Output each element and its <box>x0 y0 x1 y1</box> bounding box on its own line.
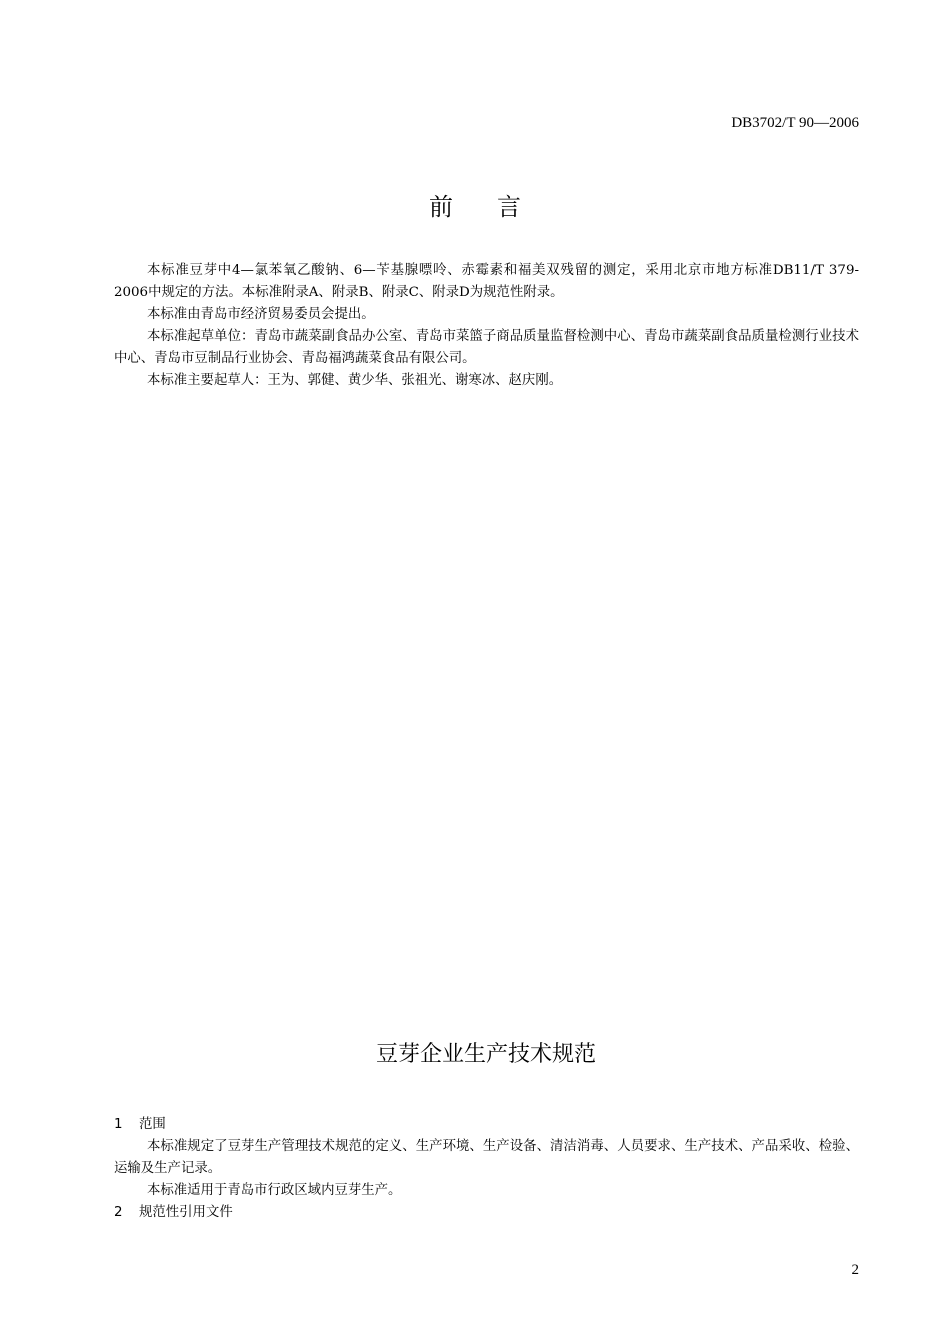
section-number: 2 <box>114 1205 123 1220</box>
foreword-title: 前言 <box>429 193 565 221</box>
foreword-paragraph: 本标准豆芽中4—氯苯氧乙酸钠、6—苄基腺嘌呤、赤霉素和福美双残留的测定，采用北京市地方标准DB11/T 379-2006中规定的方法。本标准附录A、附录B、附录C、附录D为规范性附录。 <box>114 263 859 300</box>
section-number: 1 <box>114 1117 123 1132</box>
section-title: 范围 <box>139 1117 166 1132</box>
section-heading-normative-references <box>114 1202 859 1224</box>
standard-title: 豆芽企业生产技术规范 <box>375 1042 596 1067</box>
page-number: 2 <box>851 1262 859 1278</box>
section-title: 规范性引用文件 <box>139 1205 233 1220</box>
section-heading-scope <box>114 1114 859 1136</box>
document-code: DB3702/T 90—2006 <box>731 115 859 131</box>
standard-body <box>114 1114 859 1224</box>
foreword-paragraph: 本标准起草单位：青岛市蔬菜副食品办公室、青岛市菜篮子商品质量监督检测中心、青岛市蔬菜副食品质量检测行业技术中心、青岛市豆制品行业协会、青岛福鸿蔬菜食品有限公司。 <box>114 329 859 366</box>
foreword-paragraph: 本标准由青岛市经济贸易委员会提出。 <box>147 307 375 322</box>
scope-paragraph: 本标准适用于青岛市行政区域内豆芽生产。 <box>147 1183 402 1198</box>
foreword-body <box>114 260 859 392</box>
scope-paragraph: 本标准规定了豆芽生产管理技术规范的定义、生产环境、生产设备、清洁消毒、人员要求、生产技术、产品采收、检验、运输及生产记录。 <box>114 1139 859 1176</box>
foreword-paragraph: 本标准主要起草人：王为、郭健、黄少华、张祖光、谢寒冰、赵庆刚。 <box>147 373 563 388</box>
